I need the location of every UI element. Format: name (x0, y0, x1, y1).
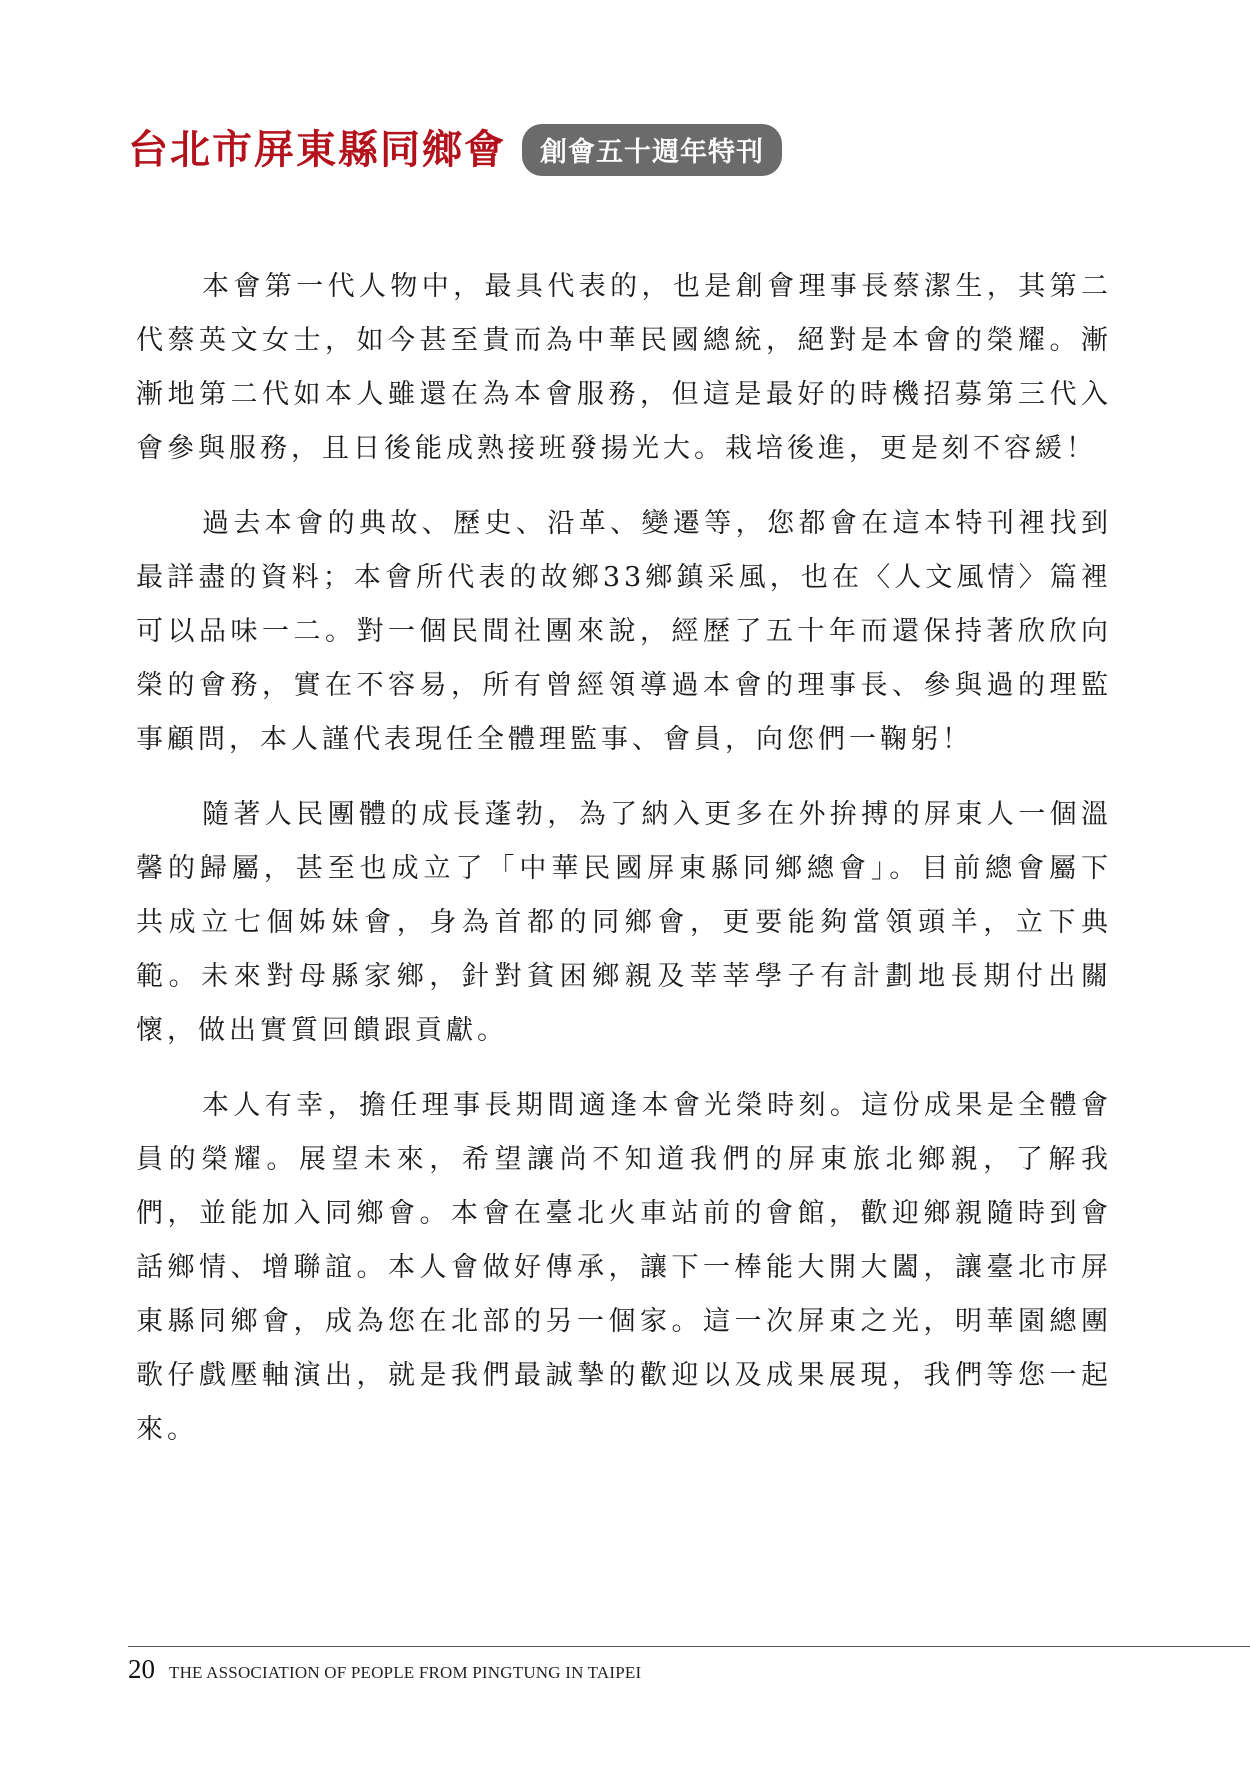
page-footer (128, 1654, 641, 1685)
footer-divider (128, 1646, 1250, 1647)
paragraph-1: 本會第一代人物中，最具代表的，也是創會理事長蔡潔生，其第二代蔡英文女士，如今甚至貴而為中華民國總統，絕對是本會的榮耀。漸漸地第二代如本人雖還在為本會服務，但這是最好的時機招募第三代入會參與服務，且日後能成熟接班發揚光大。栽培後進，更是刻不容緩！ (136, 271, 1112, 464)
association-title: 台北市屏東縣同鄉會 (128, 126, 506, 173)
paragraph-2: 過去本會的典故、歷史、沿革、變遷等，您都會在這本特刊裡找到最詳盡的資料；本會所代表的故鄉33鄉鎮采風，也在〈人文風情〉篇裡可以品味一二。對一個民間社團來說，經歷了五十年而還保持著欣欣向榮的會務，實在不容易，所有曾經領導過本會的理事長、參與過的理監事顧問，本人謹代表現任全體理監事、會員，向您們一鞠躬！ (136, 508, 1112, 755)
page-number: 20 (128, 1654, 155, 1684)
page-header (128, 120, 782, 180)
paragraph-4: 本人有幸，擔任理事長期間適逢本會光榮時刻。這份成果是全體會員的榮耀。展望未來，希望讓尚不知道我們的屏東旅北鄉親，了解我們，並能加入同鄉會。本會在臺北火車站前的會館，歡迎鄉親隨時到會話鄉情、增聯誼。本人會做好傳承，讓下一棒能大開大闔，讓臺北市屏東縣同鄉會，成為您在北部的另一個家。這一次屏東之光，明華園總團歌仔戲壓軸演出，就是我們最誠摯的歡迎以及成果展現，我們等您一起來。 (136, 1090, 1112, 1445)
footer-caption: THE ASSOCIATION OF PEOPLE FROM PINGTUNG IN TAIPEI (169, 1663, 642, 1682)
article-body (136, 260, 1112, 1478)
paragraph-3: 隨著人民團體的成長蓬勃，為了納入更多在外拚搏的屏東人一個溫馨的歸屬，甚至也成立了「中華民國屏東縣同鄉總會」。目前總會屬下共成立七個姊妹會，身為首都的同鄉會，更要能夠當領頭羊，立下典範。未來對母縣家鄉，針對貧困鄉親及莘莘學子有計劃地長期付出關懷，做出實質回饋跟貢獻。 (136, 799, 1112, 1046)
anniversary-issue-badge: 創會五十週年特刊 (522, 124, 782, 176)
